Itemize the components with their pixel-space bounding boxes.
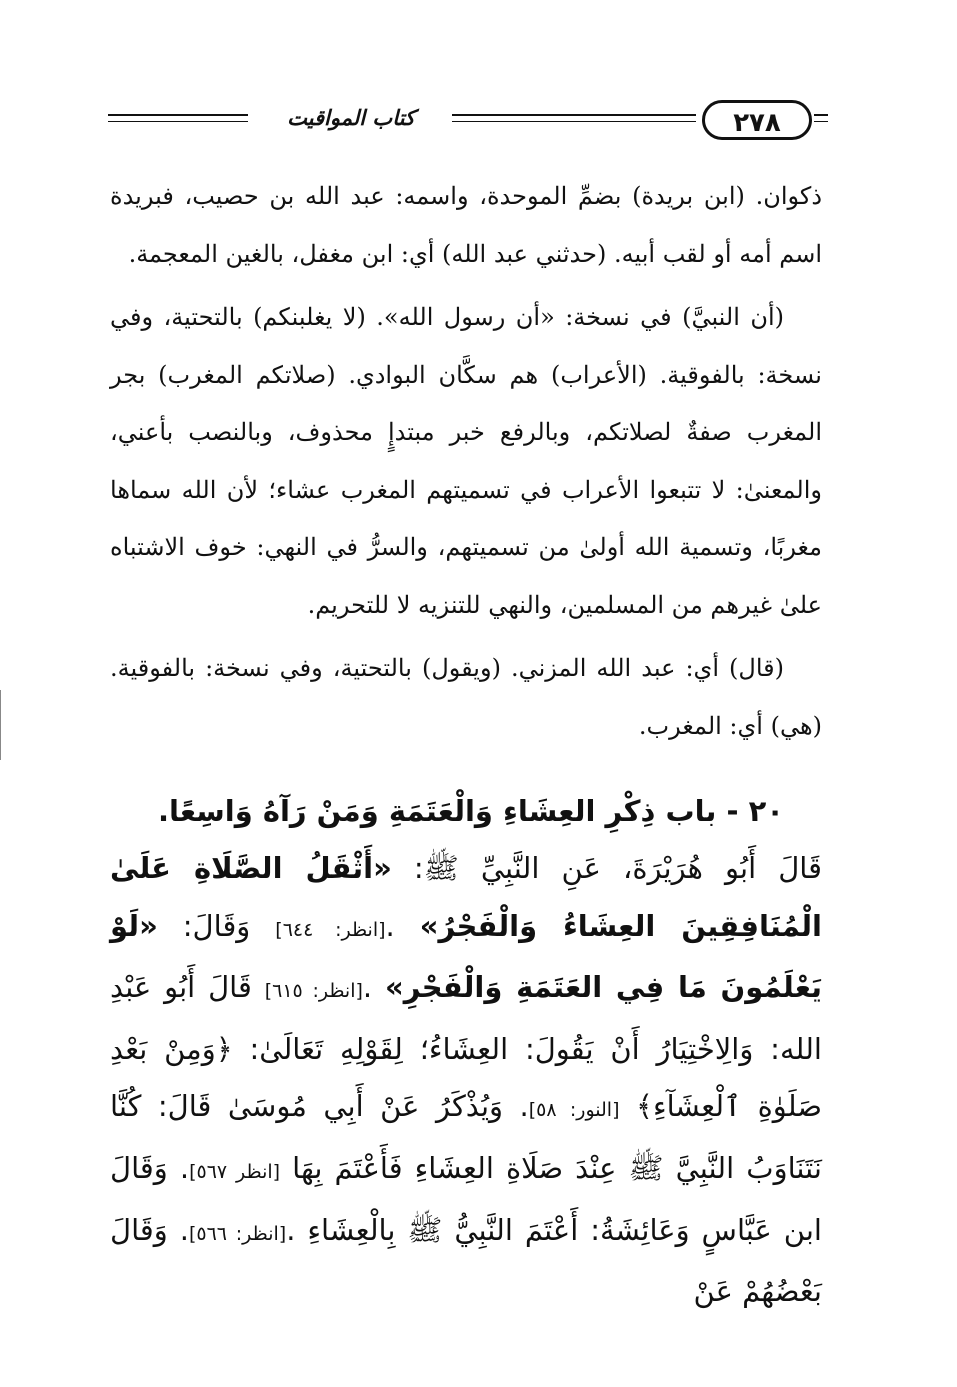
cross-reference: [انظر: ٦١٥] — [264, 980, 363, 1003]
chapter-title: ٢٠ - باب ذِكْرِ العِشَاءِ وَالْعَتَمَةِ وَمَنْ رَآهُ وَاسِعًا. — [157, 794, 784, 828]
header-rule-right — [814, 114, 828, 116]
margin-mark — [0, 690, 1, 760]
commentary-body — [110, 168, 822, 755]
header-rule-middle — [452, 114, 696, 116]
hadith-segment: قَالَ أَبُو عَبْدِ الله: وَالِاخْتِيَارُ أَنْ يَقُولَ: العِشَاءُ؛ لِقَوْلِهِ تَعَالَىٰ: ﴿وَمِنْ بَعْدِ صَلَوٰةِ ٱلْعِشَآءِ﴾ — [110, 970, 822, 1124]
hadith-segment: . — [362, 970, 385, 1005]
quran-reference: [النور: ٥٨] — [528, 1099, 620, 1122]
cross-reference: [انظر: ٥٦٦] — [188, 1222, 287, 1245]
hadith-segment: . — [385, 908, 420, 943]
hadith-segment: وَقَالَ: — [157, 908, 276, 943]
hadith-segment: . وَقَالَ بَعْضُهُمْ عَنْ — [110, 1212, 822, 1309]
cross-reference: [انظر ٥٦٧] — [189, 1160, 281, 1183]
commentary-paragraph-3: (قال) أي: عبد الله المزني. (ويقول) بالتحتية، وفي نسخة: بالفوقية. (هي) أي: المغرب. — [110, 654, 822, 740]
cross-reference: [انظر: ٦٤٤] — [275, 918, 386, 941]
page-header — [108, 100, 828, 144]
header-rule-left-thin — [108, 121, 248, 122]
commentary-paragraph-2: (أن النبيَّ) في نسخة: «أن رسول الله». (لا يغلبنكم) بالتحتية، وفي نسخة: بالفوقية. (الأعراب) هم سكَّان البوادي. (صلاتكم المغرب) بجر المغرب صفةٌ لصلاتكم، وبالرفع خبر مبتدإٍ محذوف، وبالنصب بأعني، والمعنىٰ: لا تتبعوا الأعراب في تسميتهم المغرب عشاء؛ لأن الله سماها مغربًا، وتسمية الله أولىٰ من تسميتهم، والسرُّ في النهي: خوف الاشتباه علىٰ غيرهم من المسلمين، والنهي للتنزيه لا للتحريم. — [110, 303, 822, 619]
hadith-segment: . وَيُذْكَرُ عَنْ أَبِي مُوسَىٰ قَالَ: كُنَّا نَتَنَاوَبُ النَّبِيَّ ﷺ عِنْدَ صَلَاةِ العِشَاءِ فَأَعْتَمَ بِهَا — [110, 1089, 822, 1185]
running-title: كتاب المواقيت — [287, 106, 415, 130]
hadith-segment: قَالَ أَبُو هُرَيْرَةَ، عَنِ النَّبِيِّ ﷺ: — [391, 851, 823, 885]
hadith-quote: «أَثْقَلُ الصَّلَاةِ عَلَىٰ الْمُنَافِقِينَ العِشَاءُ وَالْفَجْرُ» — [110, 851, 822, 943]
header-rule-left — [108, 114, 248, 116]
hadith-section — [110, 782, 822, 1321]
hadith-text — [110, 840, 822, 1321]
hadith-quote: «لَوْ يَعْلَمُونَ مَا فِي العَتَمَةِ وَالْفَجْرِ» — [110, 908, 822, 1005]
page-number-badge: ٢٧٨ — [702, 100, 812, 140]
hadith-segment: . وَقَالَ ابن عَبَّاسٍ وَعَائِشَةُ: أَعْتَمَ النَّبِيُّ ﷺ بِالْعِشَاءِ . — [110, 1150, 822, 1247]
commentary-paragraph-1: ذكوان. (ابن بريدة) بضمِّ الموحدة، واسمه: عبد الله بن حصيب، فبريدة اسم أمه أو لقب أبيه. (حدثني عبد الله) أي: ابن مغفل، بالغين المعجمة. — [110, 182, 822, 268]
header-rule-right-thin — [814, 121, 828, 122]
header-rule-middle-thin — [452, 121, 696, 122]
